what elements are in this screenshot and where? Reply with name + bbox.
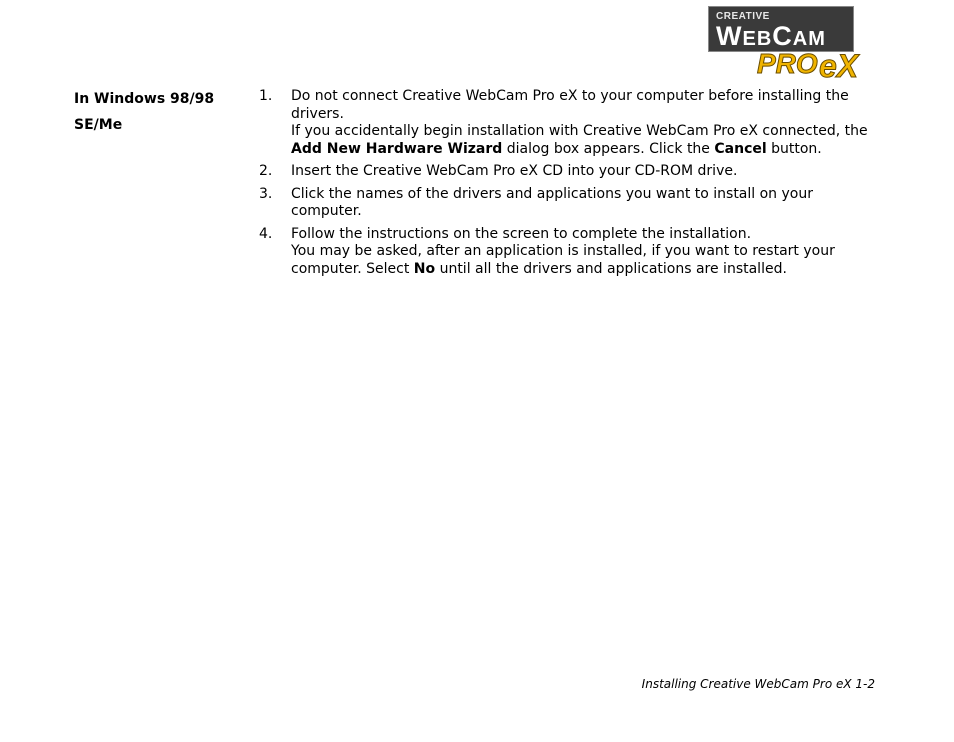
logo-webcam-box (708, 6, 854, 52)
no-label: No (413, 260, 436, 277)
step-3-text: Click the names of the drivers and applications you want to install on your computer. (291, 185, 813, 219)
logo-webcam-c: C (772, 21, 793, 51)
cancel-label: Cancel (714, 140, 767, 157)
step-1 (259, 88, 879, 158)
logo-pro-text: PRO (757, 48, 818, 79)
step-number: 3. (259, 185, 273, 202)
step-4 (259, 226, 879, 279)
add-new-hardware-wizard-label: Add New Hardware Wizard (291, 140, 503, 157)
step-4-note (291, 243, 879, 278)
step-number: 1. (259, 88, 273, 104)
step-2-text: Insert the Creative WebCam Pro eX CD into your CD-ROM drive. (291, 163, 738, 179)
step-4-note-c: until all the drivers and applications are installed. (435, 260, 787, 277)
logo-creative-text: CREATIVE (716, 11, 770, 22)
section-heading-line1: In Windows 98/98 (74, 91, 215, 107)
step-4-text: Follow the instructions on the screen to complete the installation. (291, 225, 752, 242)
page-footer: Installing Creative WebCam Pro eX 1-2 (641, 677, 875, 691)
step-1-text: Do not connect Creative WebCam Pro eX to your computer before installing the drivers. (291, 88, 849, 122)
step-number: 4. (259, 225, 273, 242)
step-3 (259, 186, 879, 221)
section-heading-line2: SE/Me (74, 117, 123, 133)
logo-webcam-am: AM (792, 28, 826, 50)
step-1-note-e: button. (766, 140, 822, 157)
logo-webcam-eb: EB (742, 28, 773, 50)
step-1-note (291, 123, 879, 158)
step-2 (259, 163, 879, 181)
step-1-note-a: If you accidentally begin installation with Creative WebCam Pro eX connected, the (291, 123, 868, 139)
step-1-note-c: dialog box appears. Click the (502, 140, 715, 157)
installation-steps-list (259, 88, 879, 283)
step-4-note-a: You may be asked, after an application is installed, if you want to restart your computer. Select (291, 243, 835, 277)
logo-webcam-w: W (716, 21, 743, 51)
logo-ex-text: eX (819, 48, 859, 84)
step-number: 2. (259, 163, 273, 179)
webcam-pro-ex-logo (707, 5, 877, 85)
section-heading (74, 86, 244, 138)
